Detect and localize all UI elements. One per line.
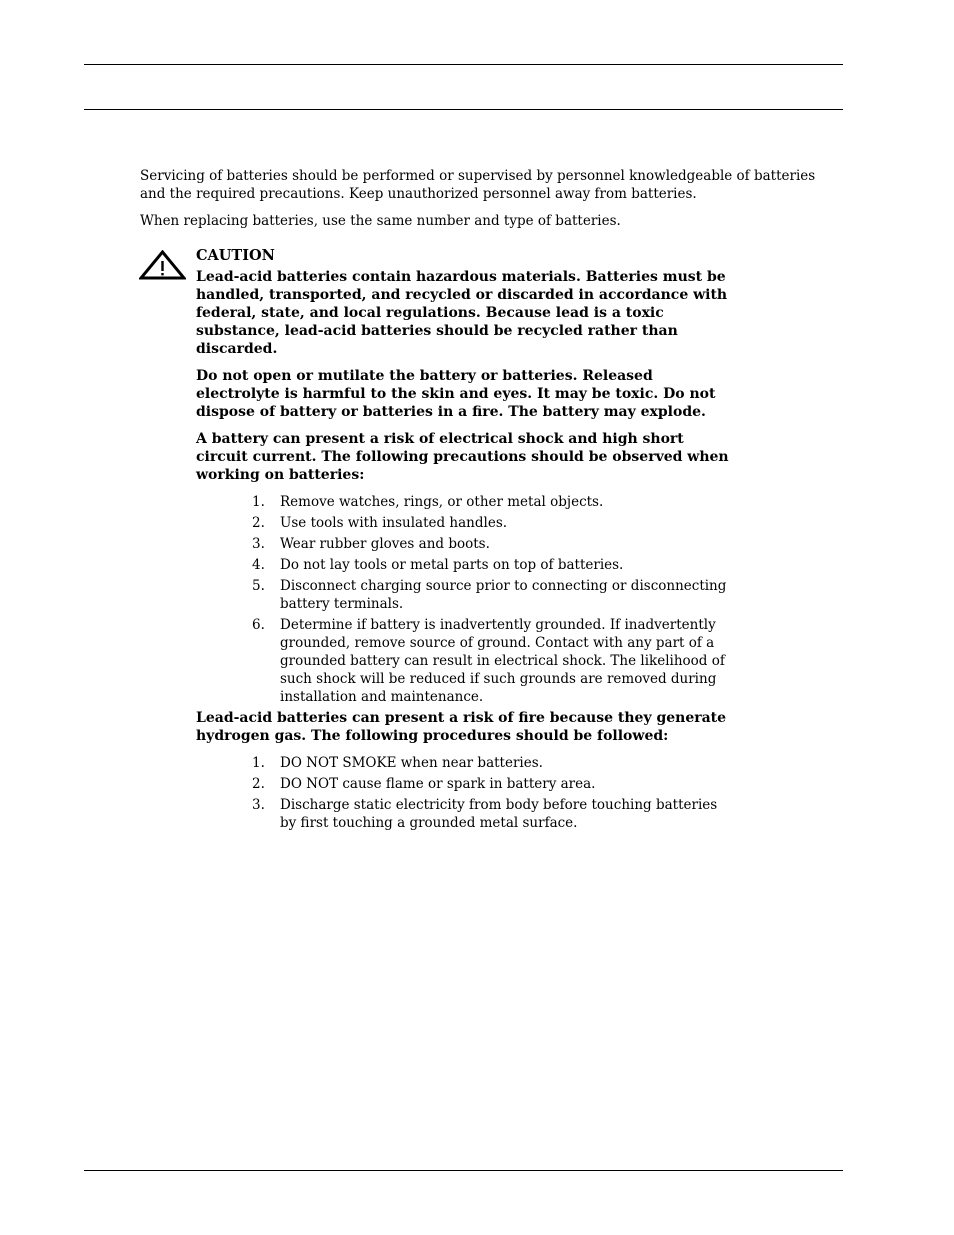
list-item-text: Wear rubber gloves and boots. [280,536,490,552]
list-item-number: 6. [252,617,265,633]
list-item-number: 4. [252,557,265,573]
intro-paragraph-servicing: Servicing of batteries should be performed or supervised by personnel knowledgeable of batteries and the required precautions. Keep unauthorized personnel away from batteries. [140,168,816,202]
list-item-text: Determine if battery is inadvertently grounded. If inadvertently grounded, remove source of ground. Contact with any part of a grounded battery can result in electrical shock. The likelihood of such shock will be reduced if such grounds are removed during installation and maintenance. [280,617,725,705]
list-item-text: Remove watches, rings, or other metal objects. [280,494,604,510]
list-item-number: 1. [252,755,265,771]
fire-precautions-list [196,754,736,832]
caution-electrical-shock: A battery can present a risk of electrical shock and high short circuit current. The following precautions should be observed when working on batteries: [196,431,729,483]
list-item [196,775,736,793]
list-item [196,535,736,553]
list-item-text: Discharge static electricity from body before touching batteries by first touching a grounded metal surface. [280,797,718,831]
list-item-number: 5. [252,578,265,594]
list-item [196,616,736,706]
list-item-number: 1. [252,494,265,510]
list-item-text: DO NOT cause flame or spark in battery area. [280,776,596,792]
list-item-number: 2. [252,515,265,531]
list-item-text: Do not lay tools or metal parts on top of batteries. [280,557,624,573]
caution-hazardous-materials: Lead-acid batteries contain hazardous materials. Batteries must be handled, transported, and recycled or discarded in accordance with federal, state, and local regulations. Because lead is a toxic substance, lead-acid batteries should be recycled rather than discarded. [196,269,728,357]
list-item [196,796,736,832]
intro-paragraph-replacing: When replacing batteries, use the same number and type of batteries. [140,213,621,229]
list-item-number: 2. [252,776,265,792]
caution-fire-risk: Lead-acid batteries can present a risk of fire because they generate hydrogen gas. The following procedures should be followed: [196,710,727,744]
warning-triangle-icon [139,250,186,280]
caution-block [196,247,736,835]
list-item-text: Use tools with insulated handles. [280,515,508,531]
caution-title: CAUTION [196,247,275,264]
header-rule-top [84,64,843,65]
list-item [196,754,736,772]
list-item [196,577,736,613]
list-item [196,556,736,574]
list-item-text: Disconnect charging source prior to connecting or disconnecting battery terminals. [280,578,727,612]
shock-precautions-list [196,493,736,706]
caution-do-not-open: Do not open or mutilate the battery or batteries. Released electrolyte is harmful to the skin and eyes. It may be toxic. Do not dispose of battery or batteries in a fire. The battery may explode. [196,368,716,420]
footer-rule [84,1170,843,1171]
header-rule-bottom [84,109,843,110]
list-item-number: 3. [252,536,265,552]
list-item [196,514,736,532]
list-item [196,493,736,511]
list-item-number: 3. [252,797,265,813]
list-item-text: DO NOT SMOKE when near batteries. [280,755,543,771]
